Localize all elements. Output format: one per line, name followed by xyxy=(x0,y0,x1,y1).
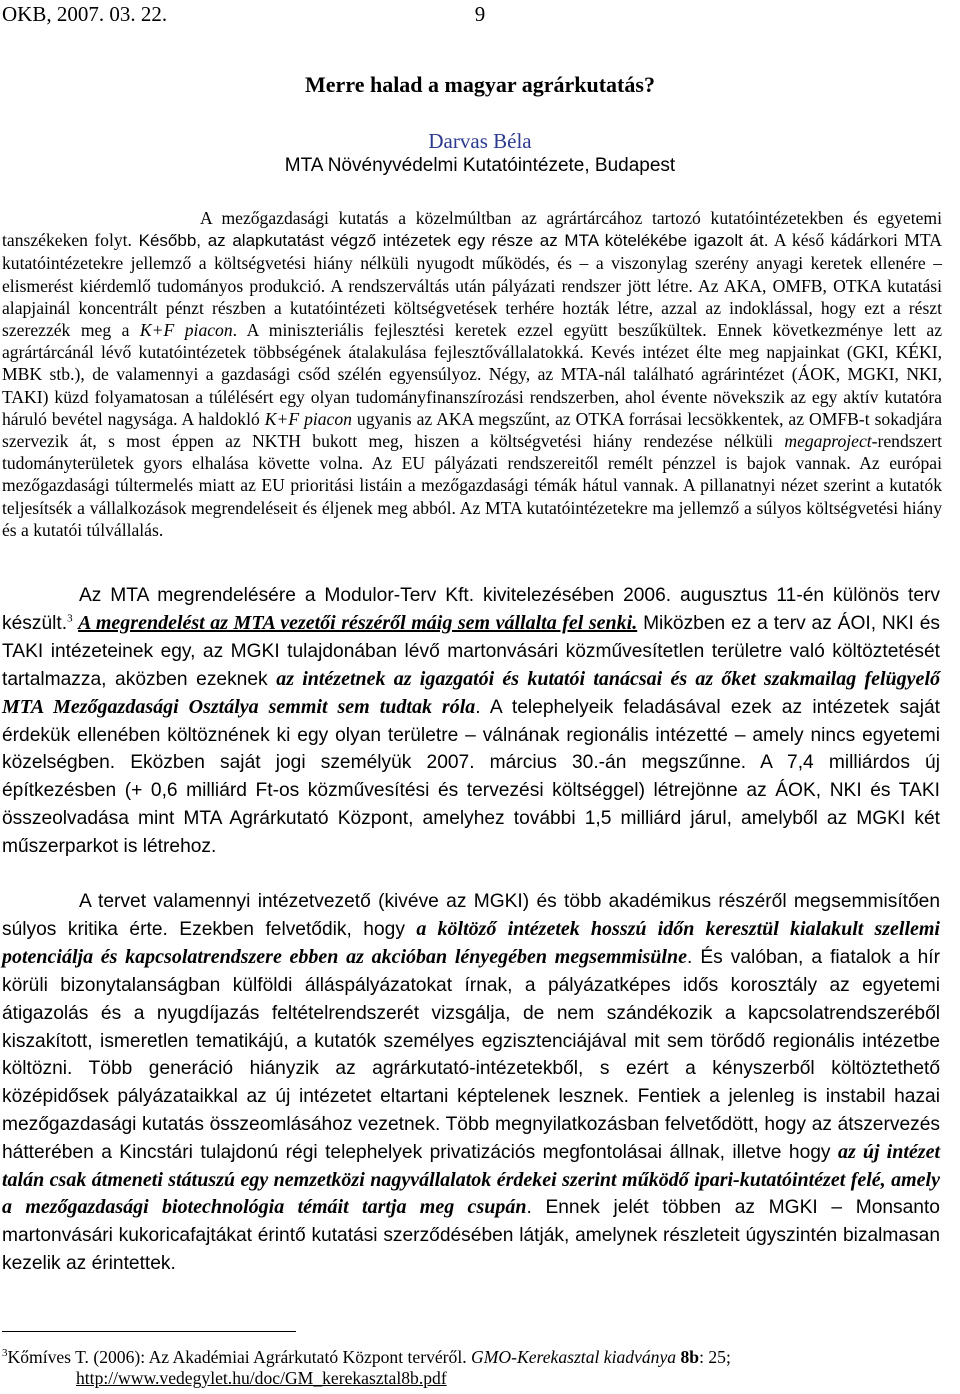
p2-emphasis-1: A megrendelést az MTA vezetői részéről máig sem vállalta fel senki. xyxy=(78,611,638,634)
article-title: Merre halad a magyar agrárkutatás? xyxy=(305,72,655,97)
paragraph-criticism xyxy=(2,888,940,1278)
p1-text-6: -rendszert tudományterületek gyors elhalása követte volna. Az EU pályázati rendszereitől remélt pénzzel is bajok vannak. Az európai mezőgazdasági túltermelés miatt az EU prioritási listáin a mezőgazdasági témák hátul vannak. A pillanatnyi nézet szerint a kutatók teljesítsék a vállalkozások megrendeléseit és éljenek meg abból. Az MTA kutatóintézetekre ma jellemző a súlyos költségvetési hiány és a kutatói túlvállalás. xyxy=(2,431,942,540)
p3-text-2: . És valóban, a fiatalok a hír körüli bizonytalanságban külföldi álláspályázatokat írnak, a pályázatképes idős korosztály az egyetemi átigazolás és a nyugdíjazás feltételrendszerét vizsgálja, de nem szándékozik a kapcsolatrendszeréből kiszakított, ismeretlen tematikájú, a kutatók személyes egzisztenciájával mit sem törődő regionális intézetbe költözni. Több generáció hiányzik az agrárkutató-intézetekből, s ezért a kényszerből költöztethető középidősek pályázataikkal az új intézetet eltartani képtelenek lesznek. Fentiek a jelenleg is instabil hazai mezőgazdasági kutatás összeomlásához vezetnek. Több megnyilatkozásban felvetődött, hogy az átszervezés hátterében a Kincstári tulajdonú régi telephelyek privatizációs megfontolásai állnak, illetve hogy xyxy=(2,946,941,1164)
p1-text-1: A mezőgazdasági kutatás a közelmúltban az agrártárcához tartozó kutatóintézetekben és egyetemi tanszékeken folyt. xyxy=(2,208,942,251)
p1-text-3: A késő kádárkori MTA kutatóintézetekre jellemző a költségvetési hiány nélküli nyugodt működés, és – a viszonylag szerény anyagi keretek ellenére – elismerést kiérdemlő tudományos produkció. A rendszerváltás után pályázati rendszer jött létre. Az AKA, OMFB, OTKA kutatási alapjainál koncentrált pénzt részben a kutatóintézeti költségvetések terhére hozták létre, azzal az indoklással, hogy ezt a részt szerezzék meg a xyxy=(2,230,942,341)
p3-text-1: A tervet valamennyi intézetvezető (kivéve az MGKI) és több akadémikus részéről megsemmisítően súlyos kritika érte. Ezekben felvetődik, hogy xyxy=(2,891,940,940)
footnote xyxy=(2,1346,942,1368)
footnote-pages: : 25; xyxy=(699,1347,731,1367)
p1-text-2: Később, az alapkutatást végző intézetek egy része az MTA kötelékébe igazolt át. xyxy=(131,231,769,251)
running-header: OKB, 2007. 03. 22. xyxy=(2,2,168,26)
footnote-number: 3 xyxy=(2,1347,8,1360)
paragraph-plan xyxy=(2,582,940,861)
p2-text-3: . A telephelyeik feladásával ezek az intézetek saját érdekük ellenében költöznének ki egy olyan területre – válnának regionális intézetté – amely nincs egyetemi közelségben. Eközben saját jogi személyük 2007. március 30.-án megszűnne. A 7,4 milliárdos új építkezésben (+ 0,6 milliárd Ft-os közművesítési és tervezési költséggel) létrejönne az ÁOK, NKI és TAKI összeolvadása mint MTA Agrárkutató Központ, amelyhez további 1,5 milliárd járul, amelyből az MGKI két műszerparkot is létrehoz. xyxy=(2,696,940,858)
article-author: Darvas Béla xyxy=(428,129,532,153)
p1-text-5: ugyanis az AKA megszűnt, az OTKA forrásai lecsökkentek, az OMFB-t sokadjára szervezik át, s most éppen az NKTH bukott meg, hiszen a költségvetési hiány rendezése nélküli xyxy=(2,408,942,452)
footnote-journal: GMO-Kerekasztal kiadványa xyxy=(471,1347,677,1367)
p1-text-4: . A miniszteriális fejlesztési keretek ezzel együtt beszűkültek. Ennek következménye lett az agrártárcánál lévő kutatóintézetek többségének átalakulása fejlesztővállalatokká. Kevés intézet élte meg napjainkat (GKI, KÉKI, MBK stb.), de valamennyi a gazdasági csőd szélén egyensúlyoz. Négy, az MTA-nál található agrárintézet (ÁOK, MGKI, NKI, TAKI) küzd folyamatosan a túlélésért egy olyan tudományfinanszírozási rendszerben, ahol évente növekszik az egy aktív kutatóra háruló bevétel nagysága. A haldokló xyxy=(2,320,943,429)
p3-text-3: . Ennek jelét többen az MGKI – Monsanto martonvásári kukoricafajtákat érintő kutatási szerződésében látják, amelynek részleteit úgyszintén bizalmasan kezelik az érintettek. xyxy=(2,1196,940,1274)
footnote-author: Kőmíves T. (2006): Az Akadémiai Agrárkutató Központ tervéről. xyxy=(7,1347,472,1367)
p2-text-1: Az MTA megrendelésére a Modulor-Terv Kft. kivitelezésében 2006. augusztus 11-én különös terv készült. xyxy=(2,585,940,634)
page-number: 9 xyxy=(474,2,486,26)
p1-megaproject: megaproject xyxy=(784,431,872,452)
p1-kf-piacon-1: K+F piacon xyxy=(139,320,233,341)
p2-text-2: Miközben ez a terv az ÁOI, NKI és TAKI intézeteinek egy, az MGKI tulajdonában lévő martonvásári közművesítetlen területre való költöztetését tartalmazza, aközben ezeknek xyxy=(2,612,941,690)
p3-emphasis-2: az új intézet talán csak átmeneti státuszú egy nemzetközi nagyvállalatok érdekei szerint működő ipari-kutatóintézet felé, amely a mezőgazdasági biotechnológia témáit tartja meg csupán xyxy=(2,1141,941,1218)
paragraph-intro xyxy=(2,207,942,541)
p2-emphasis-2: az intézetnek az igazgatói és kutatói tanácsai és az őket szakmailag felügyelő MTA Mezőgazdasági Osztálya semmit sem tudtak róla xyxy=(2,667,940,718)
p3-emphasis-1: a költöző intézetek hosszú időn keresztül kialakult szellemi potenciálja és kapcsolatrendszere ebben az akcióban lényegében megsemmisülne xyxy=(2,917,940,968)
p1-kf-piacon-2: K+F piacon xyxy=(264,408,352,429)
author-affiliation: MTA Növényvédelmi Kutatóintézete, Budapest xyxy=(284,155,676,176)
footnote-ref[interactable]: 3 xyxy=(67,612,73,625)
footnote-divider xyxy=(2,1331,296,1332)
footnote-url-link[interactable]: http://www.vedegylet.hu/doc/GM_kerekasztal8b.pdf xyxy=(76,1368,447,1388)
footnote-volume: 8b xyxy=(680,1347,700,1367)
